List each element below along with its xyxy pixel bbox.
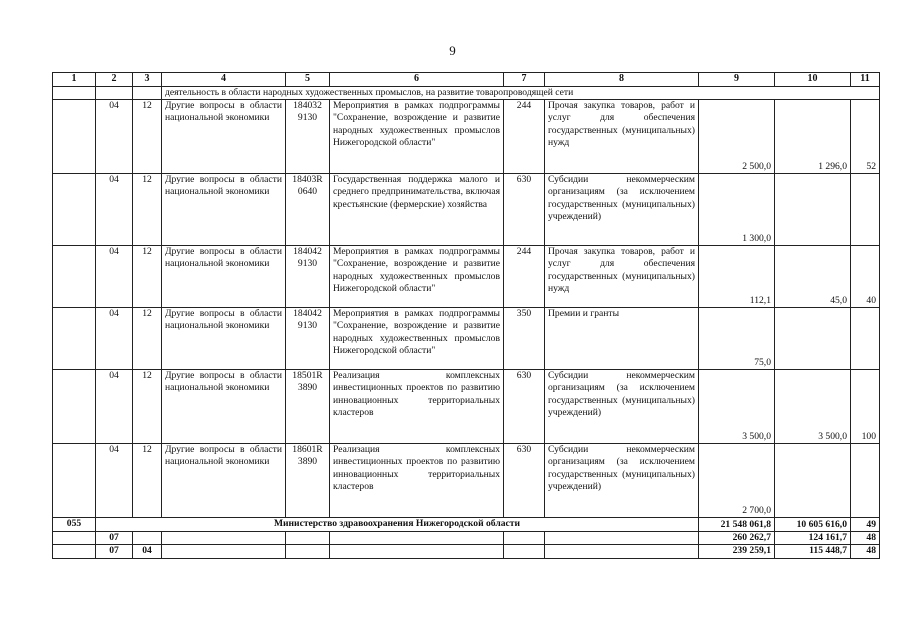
table-cell: 49: [851, 518, 880, 532]
table-cell: 04: [96, 100, 133, 174]
table-cell: 04: [96, 444, 133, 518]
table-cell: [53, 174, 96, 246]
table-cell: 04: [96, 174, 133, 246]
table-cell: [545, 532, 699, 545]
table-cell: 1 300,0: [699, 174, 775, 246]
table-cell: [53, 444, 96, 518]
table-cell: 07: [96, 532, 133, 545]
table-cell: 21 548 061,8: [699, 518, 775, 532]
table-cell: 48: [851, 532, 880, 545]
table-cell: 52: [851, 100, 880, 174]
table-cell: [286, 545, 330, 558]
table-cell: 184042 9130: [286, 246, 330, 308]
table-cell: [133, 87, 162, 100]
column-header: 5: [286, 73, 330, 87]
table-cell: Мероприятия в рамках подпрограммы "Сохранение, возрождение и развитие народных художественных промыслов Нижегородской области": [330, 100, 504, 174]
table-cell: [162, 545, 286, 558]
table-cell: [545, 545, 699, 558]
ministry-row: [53, 518, 880, 532]
continuation-text: деятельность в области народных художественных промыслов, на развитие товаропроводящей сети: [162, 87, 880, 100]
table-cell: [53, 545, 96, 558]
table-row: [53, 174, 880, 246]
table-cell: 04: [96, 370, 133, 444]
table-cell: 184042 9130: [286, 308, 330, 370]
table-cell: 18501R 3890: [286, 370, 330, 444]
table-cell: 18403R 0640: [286, 174, 330, 246]
table-cell: [775, 174, 851, 246]
table-cell: Другие вопросы в области национальной экономики: [162, 174, 286, 246]
table-cell: 1 296,0: [775, 100, 851, 174]
table-cell: 04: [133, 545, 162, 558]
table-cell: 12: [133, 444, 162, 518]
table-cell: Субсидии некоммерческим организациям (за исключением государственных (муниципальных) учреждений): [545, 370, 699, 444]
table-cell: 115 448,7: [775, 545, 851, 558]
table-cell: Другие вопросы в области национальной экономики: [162, 246, 286, 308]
table-cell: 630: [504, 174, 545, 246]
table-cell: 055: [53, 518, 96, 532]
column-header: 8: [545, 73, 699, 87]
table-cell: Мероприятия в рамках подпрограммы "Сохранение, возрождение и развитие народных художественных промыслов Нижегородской области": [330, 246, 504, 308]
table-cell: Прочая закупка товаров, работ и услуг для обеспечения государственных (муниципальных) нужд: [545, 100, 699, 174]
table-cell: Другие вопросы в области национальной экономики: [162, 100, 286, 174]
table-cell: [775, 444, 851, 518]
table-cell: Министерство здравоохранения Нижегородской области: [96, 518, 699, 532]
table-cell: 10 605 616,0: [775, 518, 851, 532]
table-cell: 04: [96, 246, 133, 308]
table-cell: Другие вопросы в области национальной экономики: [162, 370, 286, 444]
column-header: 6: [330, 73, 504, 87]
continuation-row: [53, 87, 880, 100]
table-cell: Премии и гранты: [545, 308, 699, 370]
table-cell: Субсидии некоммерческим организациям (за исключением государственных (муниципальных) учреждений): [545, 444, 699, 518]
table-cell: 350: [504, 308, 545, 370]
subtotal-row: [53, 545, 880, 558]
table-row: [53, 246, 880, 308]
table-cell: 3 500,0: [699, 370, 775, 444]
table-cell: Другие вопросы в области национальной экономики: [162, 308, 286, 370]
column-header: 9: [699, 73, 775, 87]
table-cell: 12: [133, 370, 162, 444]
table-cell: 112,1: [699, 246, 775, 308]
budget-table: [52, 72, 880, 559]
table-cell: Государственная поддержка малого и среднего предпринимательства, включая крестьянские (фермерские) хозяйства: [330, 174, 504, 246]
table-cell: 124 161,7: [775, 532, 851, 545]
table-cell: [851, 444, 880, 518]
table-cell: [53, 87, 96, 100]
subtotal-row: [53, 532, 880, 545]
column-header: 1: [53, 73, 96, 87]
table-cell: [851, 308, 880, 370]
table-cell: 239 259,1: [699, 545, 775, 558]
table-cell: [504, 532, 545, 545]
table-cell: 07: [96, 545, 133, 558]
table-cell: Субсидии некоммерческим организациям (за исключением государственных (муниципальных) учреждений): [545, 174, 699, 246]
table-cell: [504, 545, 545, 558]
table-cell: 100: [851, 370, 880, 444]
table-cell: Реализация комплексных инвестиционных проектов по развитию инновационных территориальных кластеров: [330, 444, 504, 518]
table-cell: 3 500,0: [775, 370, 851, 444]
table-cell: 40: [851, 246, 880, 308]
table-cell: 2 700,0: [699, 444, 775, 518]
table-row: [53, 100, 880, 174]
table-cell: 244: [504, 246, 545, 308]
table-cell: 630: [504, 444, 545, 518]
table-cell: 45,0: [775, 246, 851, 308]
table-cell: 04: [96, 308, 133, 370]
table-cell: [53, 100, 96, 174]
table-cell: Прочая закупка товаров, работ и услуг для обеспечения государственных (муниципальных) нужд: [545, 246, 699, 308]
table-cell: [851, 174, 880, 246]
header-row: [53, 73, 880, 87]
table-cell: [53, 532, 96, 545]
column-header: 3: [133, 73, 162, 87]
table-cell: 18601R 3890: [286, 444, 330, 518]
table-cell: 2 500,0: [699, 100, 775, 174]
column-header: 2: [96, 73, 133, 87]
table-cell: [775, 308, 851, 370]
table-cell: [53, 308, 96, 370]
column-header: 4: [162, 73, 286, 87]
table-cell: [96, 87, 133, 100]
table-cell: 12: [133, 246, 162, 308]
table-row: [53, 308, 880, 370]
page-number: 9: [449, 43, 456, 58]
table-cell: 630: [504, 370, 545, 444]
table-cell: [133, 532, 162, 545]
column-header: 7: [504, 73, 545, 87]
table-cell: 48: [851, 545, 880, 558]
table-cell: 75,0: [699, 308, 775, 370]
table-cell: 12: [133, 308, 162, 370]
table-row: [53, 370, 880, 444]
table-cell: 244: [504, 100, 545, 174]
table-cell: 12: [133, 174, 162, 246]
table-cell: [53, 246, 96, 308]
table-cell: Другие вопросы в области национальной экономики: [162, 444, 286, 518]
table-row: [53, 444, 880, 518]
table-cell: [286, 532, 330, 545]
table-cell: [330, 532, 504, 545]
column-header: 10: [775, 73, 851, 87]
table-cell: 260 262,7: [699, 532, 775, 545]
column-header: 11: [851, 73, 880, 87]
table-cell: [330, 545, 504, 558]
table-cell: [162, 532, 286, 545]
table-cell: 12: [133, 100, 162, 174]
table-cell: Мероприятия в рамках подпрограммы "Сохранение, возрождение и развитие народных художественных промыслов Нижегородской области": [330, 308, 504, 370]
table-cell: 184032 9130: [286, 100, 330, 174]
table-cell: [53, 370, 96, 444]
table-cell: Реализация комплексных инвестиционных проектов по развитию инновационных территориальных кластеров: [330, 370, 504, 444]
